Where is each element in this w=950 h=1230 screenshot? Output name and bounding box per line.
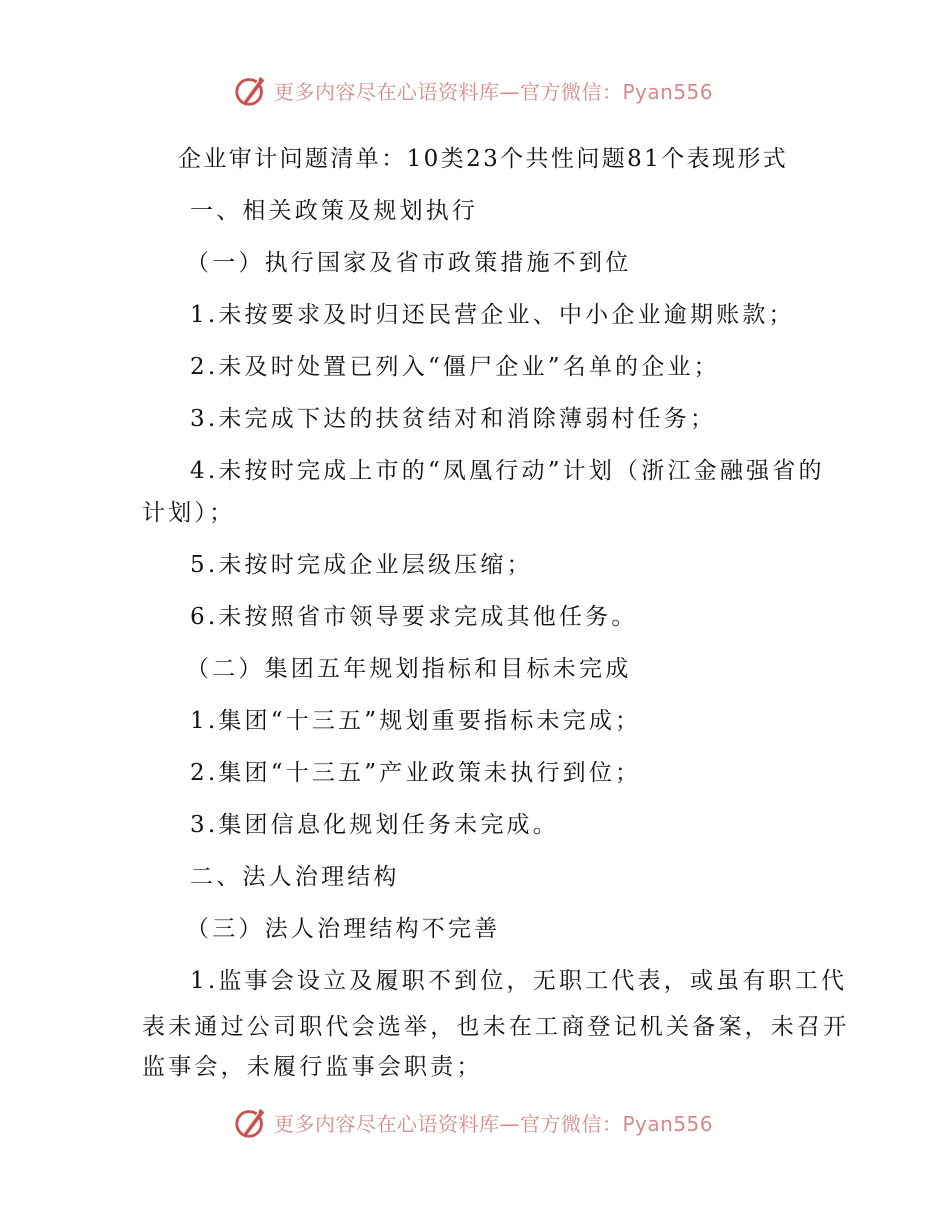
section-heading: 二、法人治理结构 [190,864,400,890]
list-item: 2.集团“十三五”产业政策未执行到位； [190,760,642,786]
watermark-text: 更多内容尽在心语资料库—官方微信：Pyan556 [274,79,714,104]
list-item: 5.未按时完成企业层级压缩； [190,552,533,578]
list-item: 3.集团信息化规划任务未完成。 [190,812,559,838]
list-item: 1.未按要求及时归还民营企业、中小企业逾期账款； [190,302,795,328]
watermark-footer [0,1100,950,1144]
watermark-header [0,68,950,112]
subsection-heading: （三）法人治理结构不完善 [186,916,501,942]
list-item: 4.未按时完成上市的“凤凰行动”计划（浙江金融强省的 [190,458,825,484]
list-item: 3.未完成下达的扶贫结对和消除薄弱村任务； [190,406,717,432]
feather-pen-icon [232,1103,270,1141]
list-item-continuation: 监事会，未履行监事会职责； [142,1054,483,1080]
list-item: 1.监事会设立及履职不到位，无职工代表，或虽有职工代 [190,968,848,994]
list-item-continuation: 表未通过公司职代会选举，也未在工商登记机关备案，未召开 [142,1014,850,1040]
list-item: 6.未按照省市领导要求完成其他任务。 [190,604,638,630]
watermark-text: 更多内容尽在心语资料库—官方微信：Pyan556 [274,1111,714,1136]
feather-pen-icon [232,71,270,109]
list-item: 2.未及时处置已列入“僵尸企业”名单的企业； [190,354,720,380]
list-item-continuation: 计划）； [142,500,236,526]
document-title: 企业审计问题清单：10类23个共性问题81个表现形式 [178,146,789,172]
section-heading: 一、相关政策及规划执行 [190,198,479,224]
subsection-heading: （一）执行国家及省市政策措施不到位 [186,250,632,276]
subsection-heading: （二）集团五年规划指标和目标未完成 [186,656,632,682]
list-item: 1.集团“十三五”规划重要指标未完成； [190,708,642,734]
